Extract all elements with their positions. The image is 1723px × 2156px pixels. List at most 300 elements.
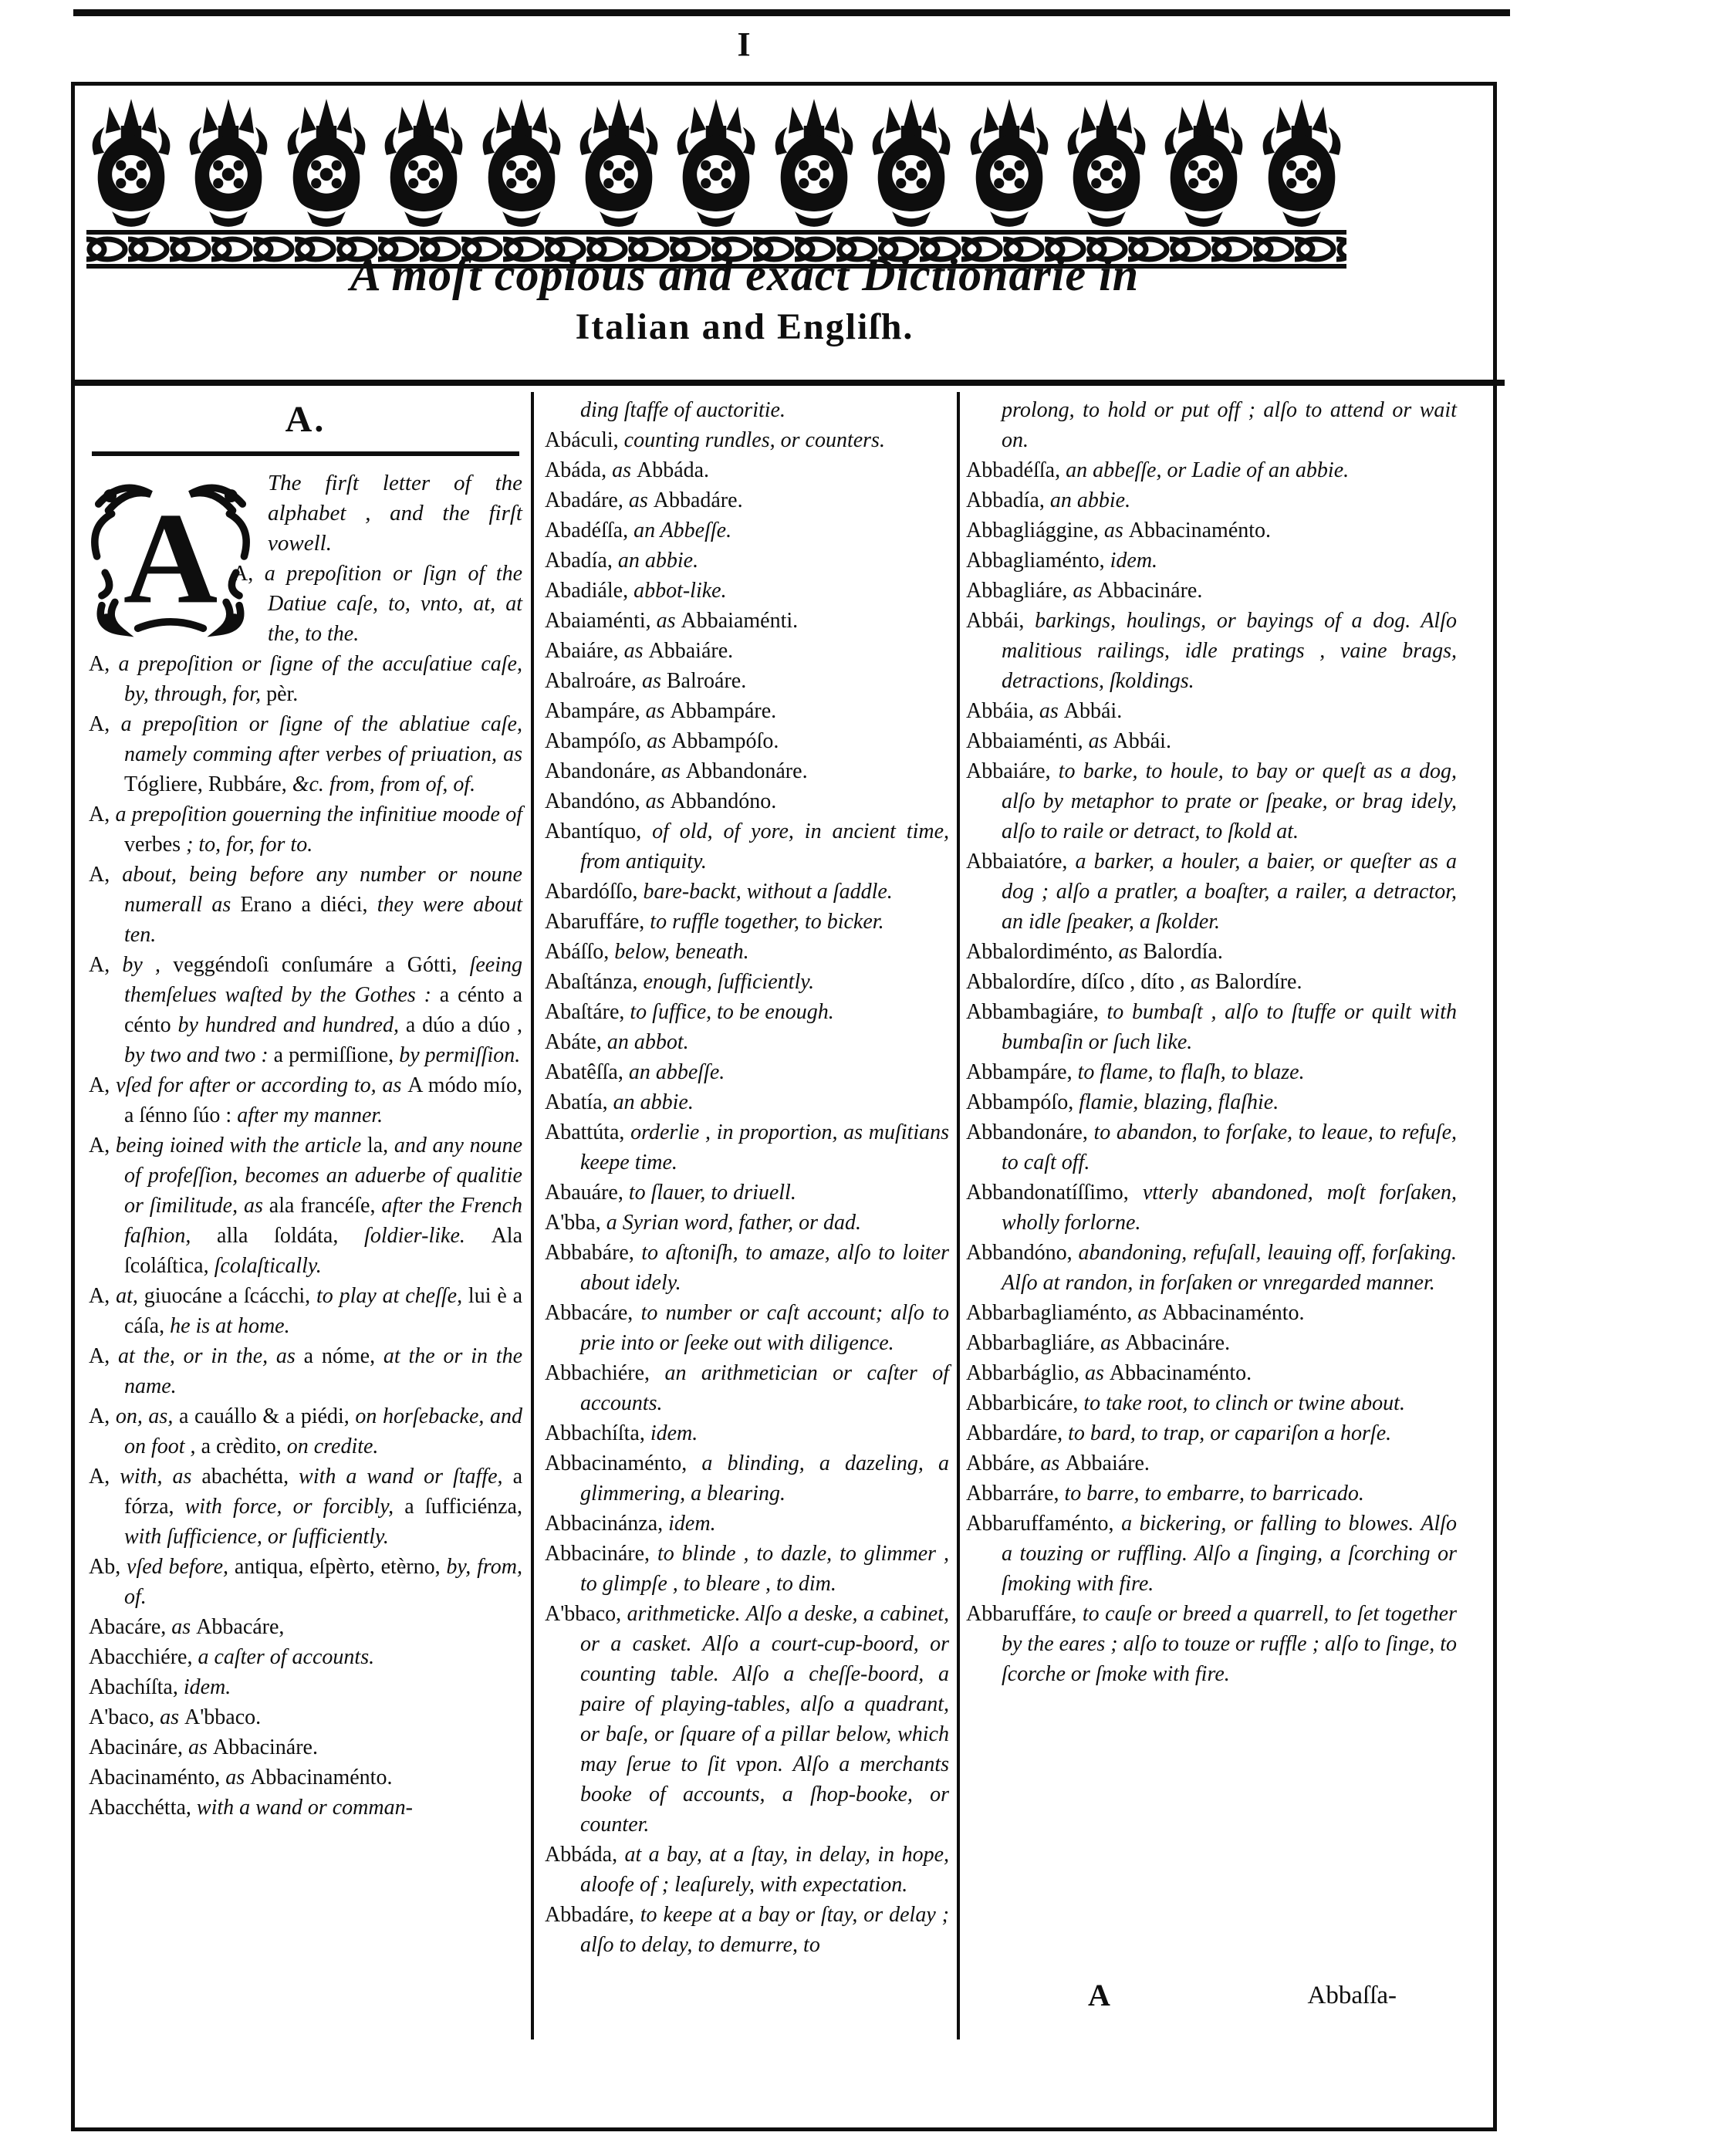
entry-definition-segment: a fórza, (124, 1465, 522, 1519)
fleuron-ornament-icon (184, 99, 273, 227)
entry-definition-segment: abandoning, refuſall, leauing off, forſaking. Alſo at randon, in forſaken or vnregarded manner. (1002, 1241, 1458, 1295)
column-3 (966, 395, 1457, 1689)
entry-definition-segment: Abbacinaménto. (1162, 1301, 1305, 1325)
entry-headword: Abáda, (545, 458, 613, 482)
catchword: Abbaſſa- (1307, 1982, 1397, 2009)
entry-headword: Abbandonatíſſimo, (966, 1181, 1143, 1205)
dictionary-entry (545, 1840, 949, 1900)
section-rule (92, 451, 519, 456)
entry-definition-segment: an abbie. (617, 549, 699, 573)
entry-headword: Abampóſo, (545, 729, 647, 753)
entry-definition-segment: barkings, houlings, or bayings of a dog. Alſo malitious railings, idle pratings , vaine brags, detractions, ſkoldings. (1002, 609, 1457, 693)
dictionary-entry (89, 1672, 522, 1702)
entry-definition-segment: as (656, 609, 681, 633)
entry-headword: A, (89, 1465, 120, 1489)
entry-headword: Abbaiáre, (966, 759, 1059, 783)
entry-definition-segment: vtterly abandoned, moſt forſaken, wholly forlorne. (1002, 1181, 1457, 1235)
dictionary-entry (966, 997, 1457, 1057)
fleuron-ornament-icon (965, 99, 1054, 227)
entry-definition-segment: and any noune of profeſſion, becomes an aduerbe of qualitie or ſimilitude, as (124, 1134, 522, 1218)
entry-definition-segment: as (1073, 579, 1098, 603)
entry-definition-segment: Abbaiáre. (1065, 1451, 1150, 1475)
dictionary-entry (966, 696, 1457, 726)
dictionary-entry (89, 1732, 522, 1762)
page-title: A moſt copious and exact Dictionarie in (350, 249, 1140, 300)
entry-definition-segment: as (1103, 519, 1129, 542)
entry-definition-segment: Abbacáre, (196, 1615, 285, 1639)
entry-definition-segment: a caſter of accounts. (198, 1645, 375, 1669)
dictionary-entry (545, 997, 949, 1027)
entry-headword: A'bbaco, (545, 1602, 627, 1626)
entry-headword: Abauáre, (545, 1181, 629, 1205)
entry-headword: Abadiále, (545, 579, 634, 603)
dictionary-entry (89, 1462, 522, 1552)
entry-definition-segment: The firſt letter of the alphabet , and the firſt vowell. (268, 471, 522, 556)
dictionary-entry (545, 1418, 949, 1448)
entry-definition-segment: Abbaiáre. (648, 639, 734, 663)
entry-definition-segment: a permiſſione, (273, 1043, 394, 1067)
entry-headword: Abbái, (966, 609, 1035, 633)
drop-cap-initial-A (89, 475, 252, 638)
entry-headword: Abadáre, (545, 488, 629, 512)
dictionary-entry (966, 937, 1457, 967)
dictionary-entry (966, 1087, 1457, 1117)
dictionary-entry (545, 1448, 949, 1509)
fleuron-ornament-icon (574, 99, 664, 227)
entry-definition-segment: pèr. (266, 682, 299, 706)
entry-definition-segment: ala francéſe, (269, 1194, 376, 1218)
entry-definition-segment: prolong, to hold or put off ; alſo to attend or wait on. (1002, 398, 1457, 452)
entry-definition-segment: flamie, blazing, flaſhie. (1079, 1090, 1279, 1114)
entry-definition-segment: a bickering, or falling to blowes. Alſo a touzing or ruffling. Alſo a ſinging, a ſcorching or ſmoking with fire. (1002, 1512, 1458, 1596)
fleuron-ornament-icon (671, 99, 761, 227)
title-rule (73, 380, 1505, 386)
entry-definition-segment: as (645, 699, 671, 723)
dictionary-entry (89, 1702, 522, 1732)
entry-headword: A, (89, 803, 116, 826)
dictionary-entry (89, 1642, 522, 1672)
entry-definition-segment: bare-backt, without a ſaddle. (643, 880, 893, 904)
entry-list-column-3 (966, 395, 1457, 1689)
entry-headword: Abandonáre, (545, 759, 661, 783)
dictionary-entry (966, 1388, 1457, 1418)
dictionary-entry (545, 1087, 949, 1117)
entry-headword: Abalroáre, (545, 669, 642, 693)
entry-definition-segment: with a wand or comman- (196, 1796, 413, 1820)
fleuron-ornament-icon (769, 99, 859, 227)
dictionary-entry (966, 455, 1457, 485)
entry-headword: Abbadía, (966, 488, 1050, 512)
entry-definition-segment: Abbacináre. (212, 1735, 318, 1759)
entry-definition-segment: as (188, 1735, 213, 1759)
dictionary-entry (545, 515, 949, 546)
entry-definition-segment: Abbacináre. (1097, 579, 1203, 603)
entry-headword: Abbalordiménto, (966, 940, 1119, 964)
entry-definition-segment: Abbacinaménto. (250, 1766, 393, 1789)
entry-headword: A, (89, 863, 123, 887)
dictionary-entry (545, 546, 949, 576)
dictionary-entry (966, 967, 1457, 997)
dictionary-entry (89, 1612, 522, 1642)
fleuron-ornament-icon (86, 99, 176, 227)
entry-definition-segment: as (612, 458, 637, 482)
dictionary-entry (545, 606, 949, 636)
entry-definition-segment: A módo mío, a ſénno ſúo : (124, 1073, 522, 1127)
section-letter-heading: A. (285, 399, 326, 440)
entry-definition-segment: by , (122, 953, 174, 977)
entry-definition-segment: orderlie , in proportion, as muſitians keepe time. (580, 1120, 950, 1174)
dictionary-entry (545, 1358, 949, 1418)
entry-definition-segment: a crèdito, (201, 1435, 282, 1458)
entry-definition-segment: Abbaiaménti. (681, 609, 799, 633)
entry-definition-segment: Balordía. (1143, 940, 1223, 964)
dictionary-entry (966, 726, 1457, 756)
entry-headword: Abbachíſta, (545, 1421, 650, 1445)
dictionary-entry (545, 1509, 949, 1539)
dictionary-entry (966, 1178, 1457, 1238)
entry-definition-segment: about, being before any number or noune numerall as (122, 863, 522, 917)
entry-headword: A, (89, 1344, 119, 1368)
entry-definition-segment: with force, or forcibly, (174, 1495, 405, 1519)
signature-mark: A (1088, 1978, 1110, 2012)
entry-definition-segment: by hundred and hundred, (177, 1013, 406, 1037)
entry-headword: Abáte, (545, 1030, 607, 1054)
fleuron-ornament-icon (282, 99, 371, 227)
entry-definition-segment: with ſufficience, or ſufficiently. (124, 1525, 389, 1549)
entry-headword: Abbacinánza, (545, 1512, 669, 1536)
entry-definition-segment: as (645, 789, 671, 813)
entry-headword: Abacchétta, (89, 1796, 197, 1820)
entry-definition-segment: to take root, to clinch or twine about. (1083, 1391, 1405, 1415)
dictionary-entry (545, 666, 949, 696)
dictionary-entry (545, 1117, 949, 1178)
entry-definition-segment: he is at home. (164, 1314, 290, 1338)
entry-definition-segment: Erano a diéci, (240, 893, 368, 917)
dictionary-entry (966, 485, 1457, 515)
entry-definition-segment: at a bay, at a ſtay, in delay, in hope, aloofe of ; leaſurely, with expectation. (580, 1843, 950, 1897)
entry-definition-segment: an arithmetician or caſter of accounts. (580, 1361, 949, 1415)
entry-definition-segment: díſco , díto , (1081, 970, 1185, 994)
entry-headword: Abatía, (545, 1090, 613, 1114)
entry-headword: Abbarbagliaménto, (966, 1301, 1138, 1325)
entry-headword: A, (89, 712, 121, 736)
entry-headword: A, (89, 1134, 116, 1157)
dictionary-entry (89, 799, 522, 860)
entry-headword: A, (89, 1284, 117, 1308)
dictionary-entry (545, 1539, 949, 1599)
entry-definition-segment: to barke, to houle, to bay or queſt as a dog, alſo by metaphor to prate or ſpeake, or brag idely, alſo to raile or detract, to ſkold at. (1002, 759, 1457, 843)
entry-definition-segment: Balroáre. (666, 669, 747, 693)
entry-definition-segment: a dúo a dúo , (405, 1013, 523, 1037)
entry-definition-segment: to number or caſt account; alſo to prie into or ſeeke out with diligence. (580, 1301, 949, 1355)
entry-definition-segment: antiqua, eſpèrto, etèrno, (234, 1555, 441, 1579)
entry-definition-segment: as (1084, 1361, 1110, 1385)
entry-definition-segment: Abbampóſo. (671, 729, 779, 753)
headpiece-ornament-band (86, 94, 1346, 227)
entry-headword: Abbampóſo, (966, 1090, 1079, 1114)
entry-definition-segment: a cénto a cénto (124, 983, 522, 1037)
entry-definition-segment: at the, or in the, as (118, 1344, 304, 1368)
entry-definition-segment: ſcolaſtically. (208, 1254, 322, 1278)
entry-definition-segment: they were about ten. (124, 893, 523, 947)
entry-definition-segment: a prepoſition or ſigne of the accuſatiue caſe, by, through, for, (118, 652, 522, 706)
entry-definition-segment: as (628, 488, 654, 512)
entry-definition-segment: Ala ſcoláſtica, (124, 1224, 523, 1278)
svg-text:A: A (123, 485, 218, 631)
entry-headword: Abbampáre, (966, 1060, 1078, 1084)
entry-definition-segment: to bumbaſt , alſo to ſtuffe or quilt with bumbaſin or ſuch like. (1002, 1000, 1457, 1054)
entry-list-column-1 (89, 468, 522, 1823)
entry-definition-segment: enough, ſufficiently. (643, 970, 815, 994)
entry-definition-segment: Abbampáre. (670, 699, 777, 723)
entry-definition-segment: as (160, 1705, 185, 1729)
entry-definition-segment: after the French faſhion, (124, 1194, 523, 1248)
entry-definition-segment: Abbái. (1063, 699, 1123, 723)
dictionary-entry (89, 1130, 522, 1281)
entry-definition-segment: by permiſſion. (394, 1043, 521, 1067)
entry-headword: Abadía, (545, 549, 618, 573)
entry-definition-segment: to play at cheſſe, (310, 1284, 468, 1308)
entry-definition-segment: as (1040, 1451, 1066, 1475)
entry-headword: Abacchiére, (89, 1645, 198, 1669)
entry-definition-segment: as (1137, 1301, 1163, 1325)
entry-definition-segment: A'bbaco. (184, 1705, 262, 1729)
entry-headword: Abampáre, (545, 699, 646, 723)
entry-definition-segment: to blinde , to dazle, to glimmer , to glimpſe , to bleare , to dim. (580, 1542, 949, 1596)
entry-definition-segment: with, as (120, 1465, 202, 1489)
entry-definition-segment: as (225, 1766, 251, 1789)
entry-definition-segment: a ſufficiénza, (404, 1495, 522, 1519)
entry-headword: Abacinaménto, (89, 1766, 226, 1789)
entry-definition-segment: as (660, 759, 686, 783)
entry-headword: A, (89, 1073, 117, 1097)
entry-headword: Abáculi, (545, 428, 624, 452)
dictionary-entry (545, 1599, 949, 1840)
dictionary-entry (966, 1509, 1457, 1599)
dictionary-entry (966, 756, 1457, 847)
entry-definition-segment: Abbáda. (636, 458, 710, 482)
fleuron-ornament-icon (1257, 99, 1346, 227)
dictionary-entry (89, 1401, 522, 1462)
entry-headword: Abacáre, (89, 1615, 172, 1639)
entry-headword: A, (89, 953, 123, 977)
dictionary-entry (545, 1027, 949, 1057)
entry-definition-segment: idem. (668, 1512, 716, 1536)
entry-headword: Abatêſſa, (545, 1060, 629, 1084)
entry-headword: Abbandóno, (966, 1241, 1079, 1265)
entry-headword: Abaſtáre, (545, 1000, 630, 1024)
fleuron-ornament-icon (1062, 99, 1151, 227)
dictionary-entry (89, 950, 522, 1070)
dictionary-entry (966, 606, 1457, 696)
dictionary-entry (966, 1599, 1457, 1689)
entry-definition-segment: to ſuffice, to be enough. (630, 1000, 834, 1024)
dictionary-entry (545, 576, 949, 606)
entry-definition-segment: la, (367, 1134, 389, 1157)
entry-headword: Abbardáre, (966, 1421, 1069, 1445)
entry-headword: Abbáia, (966, 699, 1039, 723)
entry-definition-segment: an abbie. (1049, 488, 1131, 512)
entry-definition-segment: on, as, (115, 1404, 179, 1428)
entry-definition-segment: an abbeſſe. (628, 1060, 725, 1084)
dictionary-entry (966, 1418, 1457, 1448)
entry-definition-segment: on credite. (281, 1435, 379, 1458)
entry-definition-segment: abachétta, (201, 1465, 289, 1489)
dictionary-entry (545, 425, 949, 455)
entry-definition-segment: an abbie. (613, 1090, 694, 1114)
entry-definition-segment: giuocáne a ſcácchi, (144, 1284, 311, 1308)
entry-headword: Abbagliáre, (966, 579, 1073, 603)
entry-definition-segment: a cauállo & a piédi, (178, 1404, 350, 1428)
dictionary-entry (89, 649, 522, 709)
dictionary-entry (966, 576, 1457, 606)
entry-definition-segment: to aſtoniſh, to amaze, alſo to loiter about idely. (580, 1241, 949, 1295)
page-subtitle: Italian and Engliſh. (575, 306, 914, 347)
fleuron-ornament-icon (477, 99, 566, 227)
dictionary-entry (966, 1478, 1457, 1509)
entry-headword: Abadéſſa, (545, 519, 634, 542)
dictionary-entry (89, 1341, 522, 1401)
entry-definition-segment: after my manner. (231, 1103, 383, 1127)
entry-definition-segment: to keepe at a bay or ſtay, or delay ; alſo to delay, to demurre, to (580, 1903, 950, 1957)
entry-headword: Abbaruffáre, (966, 1602, 1083, 1626)
entry-headword: Ab, (89, 1555, 127, 1579)
fleuron-ornament-icon (867, 99, 956, 227)
dictionary-entry (545, 485, 949, 515)
entry-definition-segment: to ruffle together, to bicker. (650, 910, 884, 934)
entry-definition-segment: as (641, 669, 667, 693)
entry-definition-segment: as (1118, 940, 1144, 964)
entry-headword: Abbaiatóre, (966, 850, 1076, 874)
entry-headword: Abbagliaménto, (966, 549, 1110, 573)
entry-headword: Abbacinaménto, (545, 1451, 702, 1475)
entry-headword: Abbalordíre, (966, 970, 1082, 994)
entry-definition-segment: to ſlauer, to driuell. (628, 1181, 796, 1205)
dictionary-entry (545, 1298, 949, 1358)
dictionary-entry (545, 1900, 949, 1960)
entry-definition-segment: a prepoſition gouerning the infinitiue moode of (115, 803, 522, 826)
dictionary-entry (545, 1057, 949, 1087)
entry-definition-segment: with a wand or ſtaffe, (289, 1465, 513, 1489)
entry-headword: Abbarbicáre, (966, 1391, 1084, 1415)
entry-headword: Abaruffáre, (545, 910, 650, 934)
entry-headword: Abbarráre, (966, 1482, 1065, 1505)
entry-definition-segment: abbot-like. (633, 579, 727, 603)
column-divider-1 (531, 392, 534, 2039)
dictionary-entry (545, 786, 949, 816)
entry-headword: Abbaiaménti, (966, 729, 1089, 753)
dictionary-entry (545, 1178, 949, 1208)
entry-headword: Abbadáre, (545, 1903, 640, 1927)
dictionary-entry (966, 1057, 1457, 1087)
entry-headword: Abbadéſſa, (966, 458, 1066, 482)
dictionary-entry (545, 907, 949, 937)
entry-definition-segment: a prepoſition or ſigne of the ablatiue caſe, namely comming after verbes of priuation, as (120, 712, 522, 766)
entry-definition-segment: being ioined with the article (115, 1134, 367, 1157)
entry-headword: Abbachiére, (545, 1361, 665, 1385)
dictionary-entry (966, 1448, 1457, 1478)
entry-definition-segment: a Syrian word, father, or dad. (606, 1211, 862, 1235)
dictionary-entry (545, 636, 949, 666)
dictionary-entry (89, 709, 522, 799)
dictionary-entry (545, 726, 949, 756)
entry-list-column-2 (545, 395, 949, 1960)
entry-headword: Abaiáre, (545, 639, 624, 663)
dictionary-entry (545, 1208, 949, 1238)
dictionary-entry (545, 696, 949, 726)
dictionary-entry (545, 1238, 949, 1298)
entry-definition-segment: lui è a cáſa, (124, 1284, 523, 1338)
dictionary-entry (89, 1793, 522, 1823)
column-1 (89, 395, 522, 1823)
dictionary-entry (966, 847, 1457, 937)
column-2 (545, 395, 949, 1960)
entry-definition-segment: vſed before, (127, 1555, 235, 1579)
entry-headword: Abachíſta, (89, 1675, 184, 1699)
entry-definition-segment: Abbacinaménto. (1109, 1361, 1252, 1385)
dictionary-entry (545, 937, 949, 967)
fleuron-ornament-icon (379, 99, 468, 227)
entry-headword: Abbagliággine, (966, 519, 1104, 542)
dictionary-entry (966, 1298, 1457, 1328)
dictionary-entry (545, 395, 949, 425)
dictionary-entry (89, 1552, 522, 1612)
entry-definition-segment: below, beneath. (614, 940, 749, 964)
entry-definition-segment: veggéndoſi conſumáre a Gótti, (173, 953, 458, 977)
entry-headword: Abbandonáre, (966, 1120, 1094, 1144)
entry-definition-segment: &c. from, from of, of. (286, 772, 476, 796)
entry-definition-segment: to barre, to embarre, to barricado. (1064, 1482, 1364, 1505)
dictionary-entry (545, 967, 949, 997)
dictionary-entry (545, 877, 949, 907)
entry-definition-segment: verbes (124, 833, 181, 857)
entry-headword: A, (232, 562, 265, 586)
entry-headword: Abbarbagliáre, (966, 1331, 1101, 1355)
dictionary-entry (545, 455, 949, 485)
entry-definition-segment: as (623, 639, 649, 663)
entry-headword: Abbarbáglio, (966, 1361, 1085, 1385)
entry-headword: Abbaruffaménto, (966, 1512, 1122, 1536)
entry-definition-segment: as (171, 1615, 197, 1639)
entry-definition-segment: an abbot. (606, 1030, 689, 1054)
entry-definition-segment: as (647, 729, 672, 753)
entry-definition-segment: at, (116, 1284, 144, 1308)
entry-definition-segment: at the or in the name. (124, 1344, 522, 1398)
entry-definition-segment: Abbandóno. (670, 789, 777, 813)
dictionary-entry (89, 1281, 522, 1341)
column-divider-2 (957, 392, 960, 2039)
dictionary-entry (966, 1117, 1457, 1178)
entry-definition-segment: a barker, a houler, a baier, or queſter as a dog ; alſo a pratler, a boaſter, a railer, a detractor, an idle ſpeaker, a ſkolder. (1002, 850, 1457, 934)
entry-definition-segment: an abbeſſe, or Ladie of an abbie. (1066, 458, 1350, 482)
entry-definition-segment: as (1039, 699, 1064, 723)
dictionary-entry (966, 1328, 1457, 1358)
dictionary-entry (545, 756, 949, 786)
entry-headword: A'baco, (89, 1705, 160, 1729)
entry-definition-segment: an Abbeſſe. (633, 519, 732, 542)
dictionary-entry (966, 395, 1457, 455)
top-border-rule (73, 9, 1510, 16)
entry-definition-segment: as (1184, 970, 1215, 994)
entry-definition-segment: a nóme, (303, 1344, 376, 1368)
entry-headword: Abbáda, (545, 1843, 625, 1867)
entry-definition-segment: Abbái. (1113, 729, 1171, 753)
entry-headword: Abbacináre, (545, 1542, 657, 1566)
entry-definition-segment: idem. (650, 1421, 698, 1445)
entry-definition-segment: Abbandonáre. (685, 759, 808, 783)
dictionary-entry (966, 1238, 1457, 1298)
entry-headword: Abbabáre, (545, 1241, 642, 1265)
